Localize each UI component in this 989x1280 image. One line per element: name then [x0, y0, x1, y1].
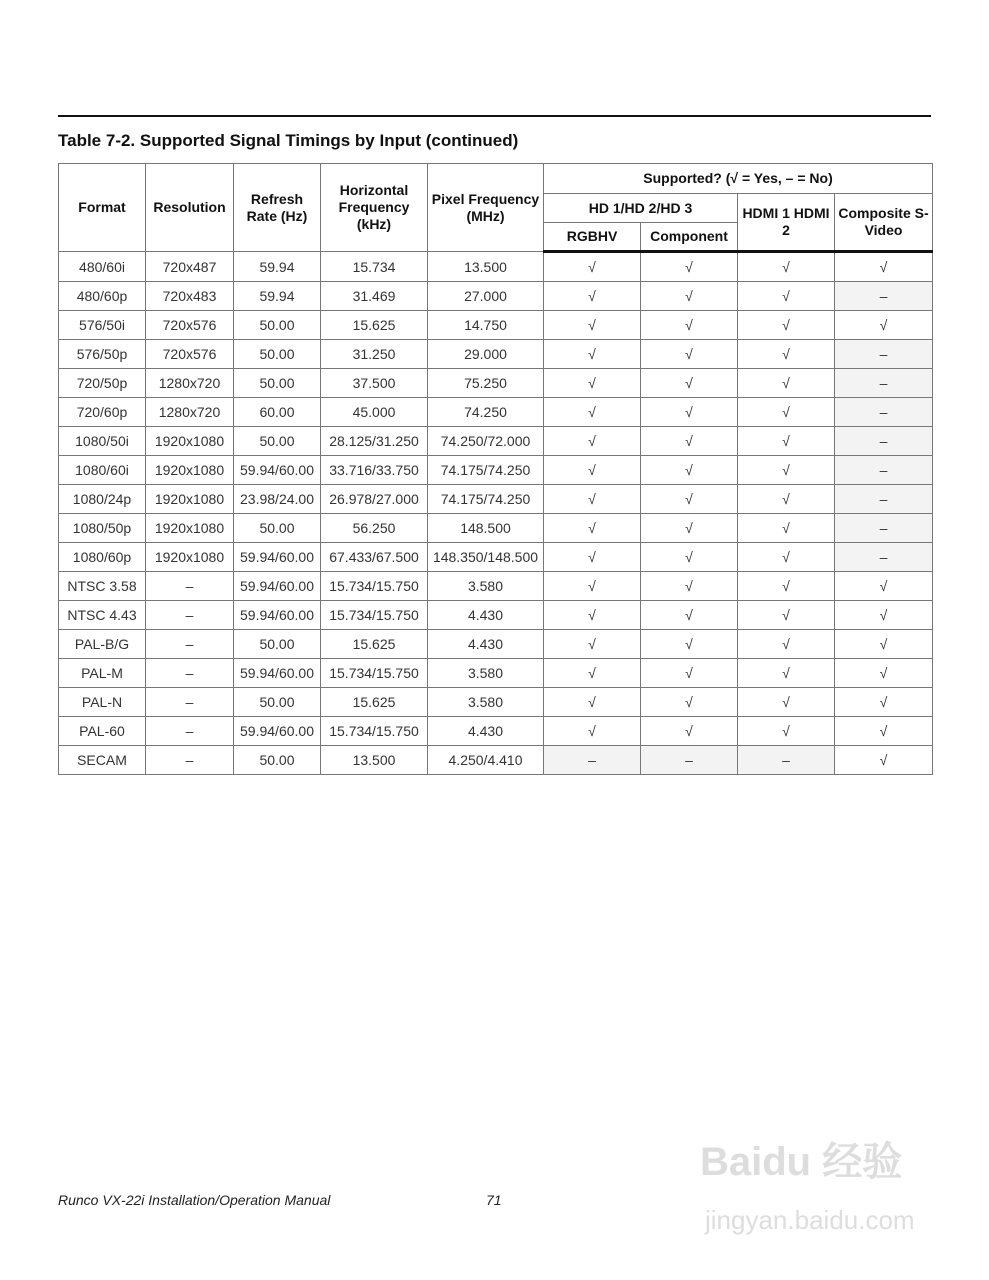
cell-hdmi: √: [738, 659, 835, 688]
cell-composite: –: [835, 456, 933, 485]
cell-component: √: [641, 311, 738, 340]
cell-refresh-rate: 50.00: [234, 630, 321, 659]
cell-pixel-frequency: 4.430: [428, 630, 544, 659]
cell-hdmi: √: [738, 601, 835, 630]
table-row: [59, 311, 933, 340]
cell-rgbhv: √: [544, 485, 641, 514]
cell-format: 720/60p: [59, 398, 146, 427]
table-row: [59, 688, 933, 717]
cell-component: √: [641, 630, 738, 659]
cell-pixel-frequency: 74.250: [428, 398, 544, 427]
cell-refresh-rate: 59.94/60.00: [234, 659, 321, 688]
cell-horizontal-frequency: 15.734/15.750: [321, 717, 428, 746]
cell-component: √: [641, 456, 738, 485]
table-row: [59, 427, 933, 456]
cell-rgbhv: –: [544, 746, 641, 775]
cell-composite: √: [835, 252, 933, 282]
cell-resolution: 1920x1080: [146, 485, 234, 514]
cell-rgbhv: √: [544, 340, 641, 369]
header-component: Component: [641, 223, 738, 252]
cell-refresh-rate: 59.94: [234, 252, 321, 282]
cell-format: PAL-N: [59, 688, 146, 717]
cell-rgbhv: √: [544, 630, 641, 659]
cell-resolution: –: [146, 688, 234, 717]
cell-composite: –: [835, 398, 933, 427]
table-row: [59, 543, 933, 572]
cell-horizontal-frequency: 45.000: [321, 398, 428, 427]
table-row: [59, 659, 933, 688]
cell-resolution: –: [146, 659, 234, 688]
watermark-url: jingyan.baidu.com: [705, 1205, 915, 1235]
cell-pixel-frequency: 74.175/74.250: [428, 485, 544, 514]
cell-resolution: –: [146, 572, 234, 601]
cell-horizontal-frequency: 33.716/33.750: [321, 456, 428, 485]
header-rgbhv: RGBHV: [544, 223, 641, 252]
cell-composite: √: [835, 630, 933, 659]
cell-rgbhv: √: [544, 369, 641, 398]
cell-component: √: [641, 252, 738, 282]
cell-component: √: [641, 282, 738, 311]
cell-pixel-frequency: 3.580: [428, 572, 544, 601]
cell-hdmi: √: [738, 340, 835, 369]
cell-rgbhv: √: [544, 717, 641, 746]
cell-format: PAL-B/G: [59, 630, 146, 659]
table-row: [59, 514, 933, 543]
cell-refresh-rate: 23.98/24.00: [234, 485, 321, 514]
cell-format: 1080/60i: [59, 456, 146, 485]
cell-resolution: 720x487: [146, 252, 234, 282]
cell-composite: √: [835, 717, 933, 746]
cell-horizontal-frequency: 37.500: [321, 369, 428, 398]
cell-component: √: [641, 514, 738, 543]
cell-component: √: [641, 572, 738, 601]
table-row: [59, 456, 933, 485]
cell-rgbhv: √: [544, 311, 641, 340]
table-row: [59, 340, 933, 369]
cell-hdmi: √: [738, 485, 835, 514]
cell-component: √: [641, 369, 738, 398]
header-resolution: Resolution: [146, 164, 234, 252]
table-row: [59, 485, 933, 514]
cell-format: NTSC 3.58: [59, 572, 146, 601]
cell-rgbhv: √: [544, 282, 641, 311]
cell-component: √: [641, 485, 738, 514]
cell-refresh-rate: 59.94/60.00: [234, 543, 321, 572]
cell-pixel-frequency: 74.175/74.250: [428, 456, 544, 485]
header-hd: HD 1/HD 2/HD 3: [544, 194, 738, 223]
cell-composite: –: [835, 282, 933, 311]
cell-composite: –: [835, 514, 933, 543]
cell-format: 1080/24p: [59, 485, 146, 514]
table-row: [59, 630, 933, 659]
cell-component: √: [641, 543, 738, 572]
cell-resolution: –: [146, 630, 234, 659]
cell-resolution: 1920x1080: [146, 456, 234, 485]
cell-pixel-frequency: 3.580: [428, 688, 544, 717]
cell-component: √: [641, 340, 738, 369]
cell-horizontal-frequency: 15.734/15.750: [321, 601, 428, 630]
cell-rgbhv: √: [544, 427, 641, 456]
cell-format: NTSC 4.43: [59, 601, 146, 630]
cell-composite: √: [835, 659, 933, 688]
cell-resolution: 720x576: [146, 340, 234, 369]
cell-format: 1080/50i: [59, 427, 146, 456]
cell-hdmi: √: [738, 630, 835, 659]
cell-hdmi: √: [738, 572, 835, 601]
cell-component: √: [641, 659, 738, 688]
cell-composite: –: [835, 543, 933, 572]
cell-component: √: [641, 717, 738, 746]
cell-refresh-rate: 59.94/60.00: [234, 601, 321, 630]
page-number: 71: [486, 1192, 502, 1208]
cell-format: PAL-M: [59, 659, 146, 688]
cell-resolution: 1920x1080: [146, 514, 234, 543]
cell-rgbhv: √: [544, 398, 641, 427]
cell-pixel-frequency: 4.430: [428, 717, 544, 746]
cell-pixel-frequency: 148.500: [428, 514, 544, 543]
table-row: [59, 746, 933, 775]
cell-hdmi: √: [738, 252, 835, 282]
table-row: [59, 369, 933, 398]
table-row: [59, 601, 933, 630]
table-row: [59, 252, 933, 282]
cell-component: –: [641, 746, 738, 775]
header-pixel-frequency: Pixel Frequency (MHz): [428, 164, 544, 252]
cell-composite: –: [835, 427, 933, 456]
cell-rgbhv: √: [544, 514, 641, 543]
cell-horizontal-frequency: 67.433/67.500: [321, 543, 428, 572]
cell-hdmi: √: [738, 456, 835, 485]
cell-component: √: [641, 398, 738, 427]
cell-horizontal-frequency: 15.734/15.750: [321, 572, 428, 601]
cell-refresh-rate: 59.94: [234, 282, 321, 311]
header-horizontal-frequency: Horizontal Frequency (kHz): [321, 164, 428, 252]
cell-format: 480/60i: [59, 252, 146, 282]
cell-rgbhv: √: [544, 688, 641, 717]
cell-resolution: 1920x1080: [146, 543, 234, 572]
cell-resolution: –: [146, 746, 234, 775]
cell-horizontal-frequency: 15.734/15.750: [321, 659, 428, 688]
cell-horizontal-frequency: 15.625: [321, 630, 428, 659]
cell-resolution: –: [146, 717, 234, 746]
table-title: Table 7-2. Supported Signal Timings by Input (continued): [58, 131, 519, 150]
cell-hdmi: √: [738, 369, 835, 398]
cell-composite: √: [835, 746, 933, 775]
cell-composite: –: [835, 369, 933, 398]
cell-composite: √: [835, 601, 933, 630]
cell-refresh-rate: 50.00: [234, 369, 321, 398]
cell-hdmi: √: [738, 398, 835, 427]
cell-format: 1080/50p: [59, 514, 146, 543]
cell-format: 720/50p: [59, 369, 146, 398]
cell-rgbhv: √: [544, 601, 641, 630]
cell-horizontal-frequency: 13.500: [321, 746, 428, 775]
cell-horizontal-frequency: 31.250: [321, 340, 428, 369]
cell-refresh-rate: 60.00: [234, 398, 321, 427]
cell-component: √: [641, 427, 738, 456]
cell-composite: √: [835, 688, 933, 717]
cell-format: 1080/60p: [59, 543, 146, 572]
cell-pixel-frequency: 75.250: [428, 369, 544, 398]
cell-horizontal-frequency: 15.625: [321, 311, 428, 340]
cell-resolution: 1280x720: [146, 398, 234, 427]
cell-format: PAL-60: [59, 717, 146, 746]
cell-resolution: 720x576: [146, 311, 234, 340]
header-hdmi: HDMI 1 HDMI 2: [738, 194, 835, 252]
cell-composite: √: [835, 311, 933, 340]
cell-refresh-rate: 50.00: [234, 746, 321, 775]
cell-pixel-frequency: 29.000: [428, 340, 544, 369]
cell-horizontal-frequency: 28.125/31.250: [321, 427, 428, 456]
cell-format: 480/60p: [59, 282, 146, 311]
cell-hdmi: √: [738, 514, 835, 543]
cell-pixel-frequency: 4.250/4.410: [428, 746, 544, 775]
cell-hdmi: √: [738, 543, 835, 572]
cell-refresh-rate: 50.00: [234, 340, 321, 369]
cell-horizontal-frequency: 15.625: [321, 688, 428, 717]
cell-hdmi: √: [738, 717, 835, 746]
cell-format: 576/50i: [59, 311, 146, 340]
cell-hdmi: √: [738, 311, 835, 340]
table-row: [59, 398, 933, 427]
cell-component: √: [641, 601, 738, 630]
cell-rgbhv: √: [544, 543, 641, 572]
cell-composite: –: [835, 485, 933, 514]
cell-refresh-rate: 59.94/60.00: [234, 572, 321, 601]
cell-rgbhv: √: [544, 456, 641, 485]
cell-resolution: 1280x720: [146, 369, 234, 398]
top-rule: [58, 115, 931, 117]
cell-component: √: [641, 688, 738, 717]
cell-horizontal-frequency: 56.250: [321, 514, 428, 543]
header-composite: Composite S-Video: [835, 194, 933, 252]
cell-rgbhv: √: [544, 572, 641, 601]
table-row: [59, 717, 933, 746]
signal-timings-table: [58, 163, 933, 775]
cell-composite: √: [835, 572, 933, 601]
cell-resolution: 1920x1080: [146, 427, 234, 456]
cell-hdmi: √: [738, 688, 835, 717]
cell-rgbhv: √: [544, 252, 641, 282]
cell-horizontal-frequency: 31.469: [321, 282, 428, 311]
cell-resolution: –: [146, 601, 234, 630]
watermark-logo: Baidu 经验: [700, 1140, 903, 1184]
cell-refresh-rate: 50.00: [234, 311, 321, 340]
cell-format: SECAM: [59, 746, 146, 775]
cell-rgbhv: √: [544, 659, 641, 688]
header-supported: Supported? (√ = Yes, – = No): [544, 164, 933, 194]
cell-refresh-rate: 59.94/60.00: [234, 456, 321, 485]
cell-pixel-frequency: 4.430: [428, 601, 544, 630]
cell-refresh-rate: 50.00: [234, 688, 321, 717]
table-body: [59, 252, 933, 775]
cell-pixel-frequency: 14.750: [428, 311, 544, 340]
cell-hdmi: √: [738, 282, 835, 311]
cell-format: 576/50p: [59, 340, 146, 369]
table-row: [59, 572, 933, 601]
header-refresh-rate: Refresh Rate (Hz): [234, 164, 321, 252]
cell-pixel-frequency: 148.350/148.500: [428, 543, 544, 572]
cell-pixel-frequency: 74.250/72.000: [428, 427, 544, 456]
cell-refresh-rate: 50.00: [234, 514, 321, 543]
cell-pixel-frequency: 3.580: [428, 659, 544, 688]
cell-composite: –: [835, 340, 933, 369]
table-row: [59, 282, 933, 311]
cell-horizontal-frequency: 26.978/27.000: [321, 485, 428, 514]
cell-hdmi: –: [738, 746, 835, 775]
footer-manual-title: Runco VX-22i Installation/Operation Manual: [58, 1192, 331, 1208]
cell-refresh-rate: 59.94/60.00: [234, 717, 321, 746]
header-format: Format: [59, 164, 146, 252]
cell-pixel-frequency: 27.000: [428, 282, 544, 311]
cell-horizontal-frequency: 15.734: [321, 252, 428, 282]
cell-pixel-frequency: 13.500: [428, 252, 544, 282]
cell-refresh-rate: 50.00: [234, 427, 321, 456]
cell-resolution: 720x483: [146, 282, 234, 311]
cell-hdmi: √: [738, 427, 835, 456]
